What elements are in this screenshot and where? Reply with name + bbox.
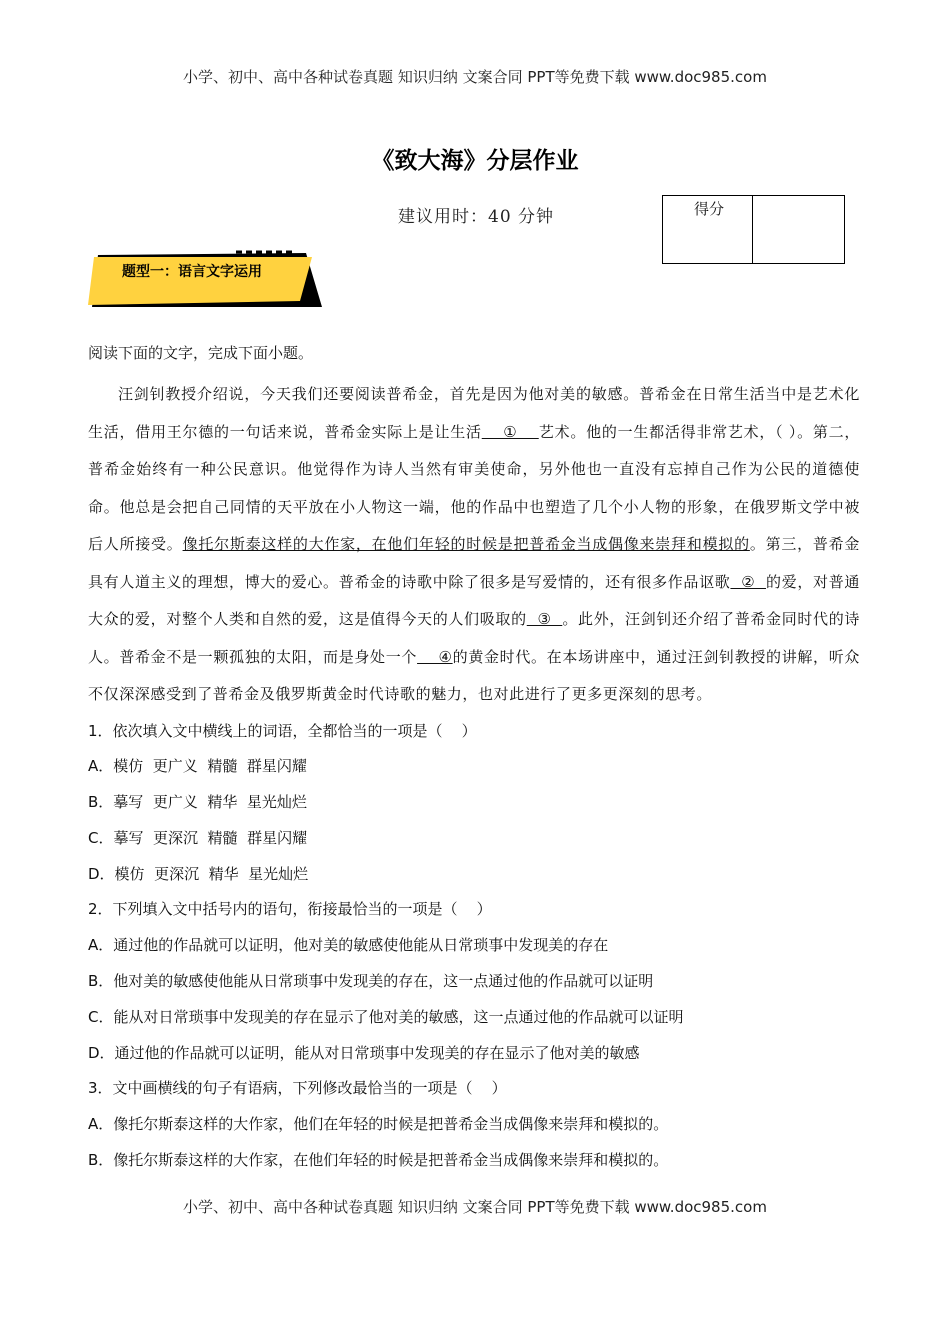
blank-2: ② (730, 572, 766, 591)
option-c: C．能从对日常琐事中发现美的存在显示了他对美的敏感，这一点通过他的作品就可以证明 (88, 1007, 684, 1026)
section-banner-label: 题型一：语言文字运用 (122, 264, 262, 280)
document-title: 《致大海》分层作业 (371, 148, 579, 174)
option-a: A．像托尔斯泰这样的大作家，他们在年轻的时候是把普希金当成偶像来崇拜和模拟的。 (88, 1115, 669, 1134)
option-b: B．像托尔斯泰这样的大作家，在他们年轻的时候是把普希金当成偶像来崇拜和模拟的。 (88, 1151, 669, 1170)
reading-passage (88, 376, 860, 714)
score-box (662, 195, 845, 264)
question-2 (88, 892, 860, 1071)
page-header: 小学、初中、高中各种试卷真题 知识归纳 文案合同 PPT等免费下载 www.doc985.com (183, 68, 767, 86)
blank-1: ① (481, 422, 539, 441)
question-stem: 1．依次填入文中横线上的词语，全都恰当的一项是（ ） (88, 721, 477, 740)
passage-text: 汪剑钊教授介绍说，今天我们还要阅读普希金，首先是因为他对美的敏感。普希金在日常生活当中是艺术化生活，借用王尔德的一句话来说，普希金实际上是让生活 (88, 385, 860, 441)
option-a: A．通过他的作品就可以证明，他对美的敏感使他能从日常琐事中发现美的存在 (88, 936, 609, 955)
passage-text: 。第三，普希金具有人道主义的理想，博大的爱心。普希金的诗歌中除了很多是写爱情的，还有很多作品讴歌 (88, 535, 861, 591)
blank-4: ④ (417, 647, 453, 666)
score-label: 得分 (663, 196, 753, 263)
content (88, 342, 860, 1179)
passage-text: 的黄金时代。在本场讲座中，通过汪剑钊教授的讲解，听众不仅深深感受到了普希金及俄罗斯黄金时代诗歌的魅力，也对此进行了更多更深刻的思考。 (88, 647, 860, 703)
passage-text: 的爱，对普通大众的爱，对整个人类和自然的爱，这是值得今天的人们吸取的 (88, 572, 861, 628)
question-stem: 2．下列填入文中括号内的语句，衔接最恰当的一项是（ ） (88, 900, 492, 919)
option-c: C．摹写 更深沉 精髓 群星闪耀 (88, 828, 308, 847)
option-d: D．通过他的作品就可以证明，能从对日常琐事中发现美的存在显示了他对美的敏感 (88, 1043, 640, 1062)
blank-3: ③ (526, 610, 563, 628)
option-a: A．模仿 更广义 精髓 群星闪耀 (88, 757, 307, 776)
question-stem: 3．文中画横线的句子有语病，下列修改最恰当的一项是（ ） (88, 1079, 507, 1098)
suggested-time: 建议用时：40 分钟 (398, 207, 555, 227)
option-d: D．模仿 更深沉 精华 星光灿烂 (88, 864, 309, 883)
passage-text: 艺术。他的一生都活得非常艺术，（ ）。第二，普希金始终有一种公民意识。他觉得作为诗人当然有审美使命，另外他也一直没有忘掉自己作为公民的道德使命。他总是会把自己同情的天平放在小人物这一端，他的作品中也塑造了几个小人物的形象，在俄罗斯文学中被后人所接受。 (88, 422, 860, 553)
page-footer: 小学、初中、高中各种试卷真题 知识归纳 文案合同 PPT等免费下载 www.doc985.com (183, 1198, 767, 1216)
option-b: B．他对美的敏感使他能从日常琐事中发现美的存在，这一点通过他的作品就可以证明 (88, 972, 654, 991)
passage-text: 。此外，汪剑钊还介绍了普希金同时代的诗人。普希金不是一颗孤独的太阳，而是身处一个 (88, 610, 860, 666)
section-banner (86, 249, 326, 309)
underlined-sentence: 像托尔斯泰这样的大作家，在他们年轻的时候是把普希金当成偶像来崇拜和模拟的 (182, 535, 750, 553)
question-1 (88, 714, 860, 893)
reading-instruction: 阅读下面的文字，完成下面小题。 (88, 344, 314, 362)
option-b: B．摹写 更广义 精华 星光灿烂 (88, 793, 307, 812)
question-3 (88, 1071, 860, 1178)
